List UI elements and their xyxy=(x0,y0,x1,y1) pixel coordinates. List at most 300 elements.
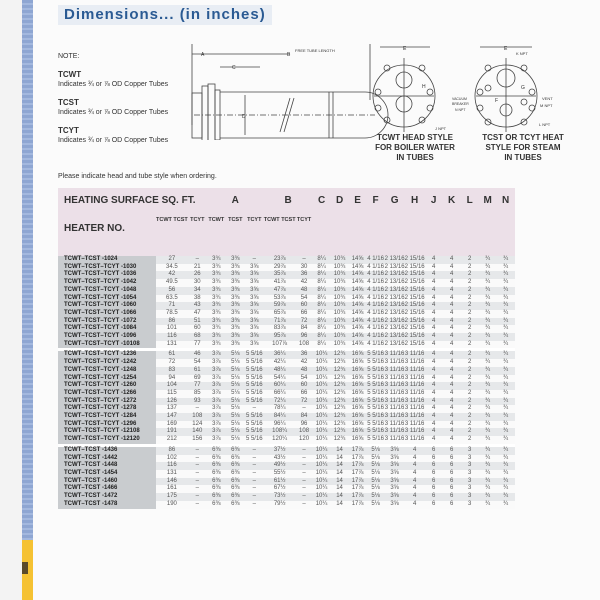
heater-number: TCWT–TCST–TCYT -1296 xyxy=(58,421,156,429)
table-cell: 3⅜ xyxy=(226,287,245,295)
table-cell: 10¾ xyxy=(331,279,349,287)
table-cell: 6⅜ xyxy=(226,485,245,493)
table-cell: 27 xyxy=(156,256,188,264)
table-cell: 116 xyxy=(156,333,188,341)
heater-number: TCWT–TCST–TCYT -1266 xyxy=(58,390,156,398)
table-cell: ¾ xyxy=(479,359,497,367)
table-cell: 71 xyxy=(156,302,188,310)
table-row xyxy=(58,455,515,463)
table-cell: 51 xyxy=(188,318,207,326)
table-cell: 4 xyxy=(443,333,461,341)
table-cell: 84 xyxy=(296,325,313,333)
table-cell: 14 xyxy=(331,470,349,478)
table-cell: 4 1/16 xyxy=(367,294,384,301)
table-cell: 53⅞ xyxy=(264,295,296,303)
table-cell: 6 xyxy=(443,462,461,470)
table-cell: 12¾ xyxy=(331,428,349,436)
table-cell: – xyxy=(245,478,264,486)
table-cell: 2 xyxy=(461,341,479,349)
table-cell: 3⅜ xyxy=(226,279,245,287)
table-cell: 146 xyxy=(156,478,188,486)
table-cell: 10¼ xyxy=(313,405,331,413)
table-cell: 14⅝ xyxy=(349,295,367,303)
table-cell: 4 xyxy=(425,421,443,429)
table-cell: 86 xyxy=(156,318,188,326)
table-cell: 2 xyxy=(461,413,479,421)
notes xyxy=(58,52,168,146)
table-cell: 3¾ xyxy=(207,318,226,326)
table-cell: ¾ xyxy=(479,351,497,359)
table-cell: 190 xyxy=(156,501,188,509)
table-cell: 12¾ xyxy=(331,413,349,421)
table-cell: 3⅝ xyxy=(385,462,405,470)
table-cell: 17⅞ xyxy=(349,501,367,509)
table-cell: 12¾ xyxy=(331,382,349,390)
table-cell: 17⅞ xyxy=(349,493,367,501)
tcst-head-drawing xyxy=(475,47,537,132)
table-cell: 3 11/16 xyxy=(404,428,425,435)
table-cell: 12¾ xyxy=(331,436,349,444)
table-cell: ¾ xyxy=(497,295,515,303)
table-cell: 65⅞ xyxy=(264,310,296,318)
table-cell: 4 xyxy=(443,367,461,375)
label-m-npt: M NPT xyxy=(540,103,553,108)
table-cell: ¾ xyxy=(497,478,515,486)
table-cell: 72 xyxy=(296,398,313,406)
table-cell: 17⅞ xyxy=(349,470,367,478)
table-cell: 3 11/16 xyxy=(404,405,425,412)
table-cell: 169 xyxy=(156,421,188,429)
heater-number: TCWT–TCST–TCYT -1254 xyxy=(58,375,156,383)
table-cell: 3⅞ xyxy=(207,351,226,359)
table-cell: 5 5/16 xyxy=(367,428,384,435)
table-cell: 36 xyxy=(296,351,313,359)
table-cell: 4 xyxy=(443,351,461,359)
table-cell: ¾ xyxy=(497,428,515,436)
table-cell: 161 xyxy=(156,485,188,493)
dim-label-a: A xyxy=(201,52,205,58)
table-cell: ¾ xyxy=(479,382,497,390)
table-cell: 4 xyxy=(443,318,461,326)
table-cell: 2 15/16 xyxy=(404,256,425,262)
table-cell: 137 xyxy=(156,405,188,413)
table-cell: 116 xyxy=(156,462,188,470)
table-cell: 4 xyxy=(443,398,461,406)
table-cell: 2 13/16 xyxy=(384,256,405,262)
caption-tcwt-line2: FOR BOILER WATER xyxy=(375,143,455,152)
table-cell: 3⅝ xyxy=(385,455,405,463)
table-cell: 48 xyxy=(296,367,313,375)
table-cell: ¾ xyxy=(479,455,497,463)
table-cell: ¾ xyxy=(497,462,515,470)
table-cell: 6⅜ xyxy=(207,455,226,463)
table-cell: 3 11/16 xyxy=(384,405,405,412)
table-cell: 14⅝ xyxy=(349,325,367,333)
table-cell: 4 xyxy=(443,325,461,333)
table-cell: 3 11/16 xyxy=(384,359,405,366)
table-row xyxy=(58,264,515,272)
table-cell: 6⅜ xyxy=(207,478,226,486)
table-cell: 10¾ xyxy=(331,256,349,264)
table-cell: – xyxy=(245,455,264,463)
table-cell: 3⅞ xyxy=(207,436,226,444)
table-cell: 4 1/16 xyxy=(367,302,384,309)
blue-side-band xyxy=(22,0,33,540)
note-label: NOTE: xyxy=(58,53,80,60)
table-cell: 4 1/16 xyxy=(367,286,384,293)
table-cell: 54 xyxy=(296,295,313,303)
table-cell: 10¾ xyxy=(331,333,349,341)
table-cell: 3 11/16 xyxy=(404,366,425,373)
table-cell: 2 xyxy=(461,375,479,383)
heater-number: TCWT–TCST–TCYT -1030 xyxy=(58,264,156,272)
table-cell: 5 5/16 xyxy=(367,389,384,396)
table-cell: 66 xyxy=(296,390,313,398)
table-cell: 6⅜ xyxy=(226,447,245,455)
table-cell: 54 xyxy=(296,375,313,383)
free-tube-length-label: FREE TUBE LENGTH xyxy=(295,48,335,53)
table-cell: 10¼ xyxy=(313,455,331,463)
table-cell: 36¼ xyxy=(264,351,296,359)
table-cell: ¾ xyxy=(497,341,515,349)
table-cell: 16⅝ xyxy=(349,382,367,390)
sub-header-a-tcyt: TCYT xyxy=(245,213,264,256)
table-cell: 3¾ xyxy=(207,302,226,310)
table-cell: 2 xyxy=(461,295,479,303)
table-cell: 3⅜ xyxy=(226,341,245,349)
table-cell: 21 xyxy=(188,264,207,272)
col-header-h: H xyxy=(405,188,425,213)
table-cell: 6 xyxy=(443,485,461,493)
heater-number: TCWT–TCST -1478 xyxy=(58,501,156,509)
table-cell: 3⅞ xyxy=(207,359,226,367)
table-cell: 77 xyxy=(188,341,207,349)
table-cell: 5⅛ xyxy=(226,359,245,367)
dim-label-e-left: E xyxy=(403,46,407,52)
table-row xyxy=(58,470,515,478)
table-cell: 6⅜ xyxy=(207,485,226,493)
table-cell: 67½ xyxy=(264,485,296,493)
table-cell: 4 xyxy=(405,455,425,463)
table-cell: ¾ xyxy=(497,375,515,383)
table-cell: 3⅝ xyxy=(245,287,264,295)
col-header-k: K xyxy=(443,188,461,213)
label-l-npt: L NPT xyxy=(539,122,551,127)
table-cell: 41⅞ xyxy=(264,279,296,287)
table-cell: 3⅜ xyxy=(226,256,245,264)
table-cell: 3¾ xyxy=(207,341,226,349)
table-cell: 47⅞ xyxy=(264,287,296,295)
table-cell: 5 5/16 xyxy=(245,374,263,381)
table-cell: 3⅝ xyxy=(245,271,264,279)
table-cell: 54 xyxy=(188,359,207,367)
table-cell: 3 xyxy=(461,478,479,486)
table-cell: 72 xyxy=(296,318,313,326)
table-cell: 3⅞ xyxy=(207,382,226,390)
label-breaker: BREAKER xyxy=(452,102,469,106)
table-cell: 3⅝ xyxy=(245,341,264,349)
table-cell: 2 xyxy=(461,382,479,390)
table-cell: 3⅝ xyxy=(245,333,264,341)
table-cell: 3 11/16 xyxy=(404,436,425,443)
table-cell: 10¼ xyxy=(313,478,331,486)
table-cell: 73½ xyxy=(264,493,296,501)
table-cell: 3 11/16 xyxy=(384,397,405,404)
table-cell: 54¼ xyxy=(264,375,296,383)
table-cell: 4 1/16 xyxy=(367,271,384,278)
table-cell: 10¼ xyxy=(313,470,331,478)
table-cell: 16⅝ xyxy=(349,398,367,406)
table-cell: 120¼ xyxy=(264,436,296,444)
table-cell: 2 xyxy=(461,271,479,279)
table-cell: 16⅝ xyxy=(349,413,367,421)
table-cell: 66¼ xyxy=(264,390,296,398)
table-cell: 4 xyxy=(443,310,461,318)
table-row xyxy=(58,271,515,279)
table-cell: 5 5/16 xyxy=(245,413,263,420)
table-cell: 5⅛ xyxy=(367,485,385,493)
col-header-m: M xyxy=(479,188,497,213)
table-cell: 3⅝ xyxy=(245,295,264,303)
heater-number: TCWT–TCST -1472 xyxy=(58,493,156,501)
table-cell: 17⅞ xyxy=(349,485,367,493)
table-cell: 10¼ xyxy=(313,485,331,493)
table-cell: – xyxy=(245,405,264,413)
table-cell: 10¼ xyxy=(313,398,331,406)
table-row xyxy=(58,421,515,429)
table-cell: 3⅞ xyxy=(207,421,226,429)
table-cell: 42 xyxy=(156,271,188,279)
table-cell: 69 xyxy=(188,375,207,383)
table-cell: 8¼ xyxy=(313,279,331,287)
table-cell: 5⅛ xyxy=(226,421,245,429)
table-cell: 2 15/16 xyxy=(404,309,425,316)
table-cell: 3 11/16 xyxy=(384,389,405,396)
table-cell: – xyxy=(188,493,207,501)
table-cell: 8¼ xyxy=(313,325,331,333)
table-cell: ¾ xyxy=(479,279,497,287)
table-cell: ¾ xyxy=(479,367,497,375)
col-header-d: D xyxy=(331,188,349,213)
table-cell: 84 xyxy=(296,413,313,421)
heater-number: TCWT–TCST–TCYT -1236 xyxy=(58,351,156,359)
table-cell: 6⅜ xyxy=(226,470,245,478)
heater-number: TCWT–TCST–TCYT -1054 xyxy=(58,295,156,303)
table-cell: 34 xyxy=(188,287,207,295)
table-cell: 5 5/16 xyxy=(367,397,384,404)
table-cell: 3 11/16 xyxy=(384,436,405,443)
table-cell: 3 xyxy=(461,485,479,493)
table-cell: ¾ xyxy=(497,318,515,326)
table-cell: 12¾ xyxy=(331,405,349,413)
table-cell: – xyxy=(296,462,313,470)
table-cell: 120 xyxy=(296,436,313,444)
table-cell: 4 xyxy=(443,359,461,367)
table-cell: ¾ xyxy=(479,341,497,349)
col-header-g: G xyxy=(385,188,405,213)
caption-tcwt-line3: IN TUBES xyxy=(396,153,434,162)
table-cell: ¾ xyxy=(479,478,497,486)
table-cell: 6⅜ xyxy=(226,501,245,509)
sub-header-a-tcst: TCST xyxy=(226,213,245,256)
table-cell: 14⅝ xyxy=(349,310,367,318)
table-cell: 5⅛ xyxy=(367,478,385,486)
table-cell: 102 xyxy=(156,455,188,463)
table-cell: 10¼ xyxy=(313,501,331,509)
table-cell: 5⅛ xyxy=(367,455,385,463)
table-cell: 2 xyxy=(461,367,479,375)
table-cell: ¾ xyxy=(497,271,515,279)
page-margin xyxy=(0,0,22,600)
table-cell: 8¼ xyxy=(313,310,331,318)
table-cell: 2 xyxy=(461,302,479,310)
table-cell: ¾ xyxy=(497,367,515,375)
heater-no-header: HEATER NO. xyxy=(58,213,156,256)
table-cell: ¾ xyxy=(479,318,497,326)
table-cell: ¾ xyxy=(497,390,515,398)
table-cell: ¾ xyxy=(497,447,515,455)
table-cell: 115 xyxy=(156,390,188,398)
table-cell: 77 xyxy=(188,382,207,390)
table-cell: 5⅛ xyxy=(226,375,245,383)
table-cell: 3 xyxy=(461,470,479,478)
table-cell: 3⅞ xyxy=(207,375,226,383)
table-cell: 4 xyxy=(425,271,443,279)
table-cell: 16⅝ xyxy=(349,428,367,436)
table-cell: 63.5 xyxy=(156,295,188,303)
dim-label-b: B xyxy=(287,52,291,58)
table-cell: 2 xyxy=(461,333,479,341)
table-row xyxy=(58,428,515,436)
caption-tcwt-line1: TCWT HEAD STYLE xyxy=(377,133,453,142)
sub-header-surface-tcwt-tcst: TCWT TCST xyxy=(156,213,188,256)
table-row xyxy=(58,295,515,303)
col-header-c: C xyxy=(313,188,331,213)
caption-tcst-line1: TCST OR TCYT HEAT xyxy=(482,133,564,142)
table-cell: 5 5/16 xyxy=(245,366,263,373)
heater-number: TCWT–TCST–TCYT -1072 xyxy=(58,318,156,326)
table-cell: 3⅜ xyxy=(226,325,245,333)
table-cell: 12¾ xyxy=(331,351,349,359)
table-row xyxy=(58,390,515,398)
table-cell: 14⅝ xyxy=(349,264,367,272)
table-cell: ¾ xyxy=(497,421,515,429)
table-cell: 4 xyxy=(425,351,443,359)
table-cell: – xyxy=(245,256,264,264)
heater-number: TCWT–TCST–TCYT -1060 xyxy=(58,302,156,310)
table-cell: 2 13/16 xyxy=(384,271,405,278)
table-cell: 131 xyxy=(156,341,188,349)
table-cell: 4 xyxy=(405,447,425,455)
table-cell: 108¼ xyxy=(264,428,296,436)
col-header-e: E xyxy=(349,188,367,213)
table-cell: 10¼ xyxy=(313,390,331,398)
table-cell: – xyxy=(296,501,313,509)
table-cell: 6 xyxy=(443,478,461,486)
table-cell: 3 xyxy=(461,501,479,509)
table-cell: 14⅝ xyxy=(349,302,367,310)
table-cell: 4 xyxy=(425,390,443,398)
table-cell: 3 xyxy=(461,462,479,470)
table-cell: 3 11/16 xyxy=(384,351,405,358)
table-cell: ¾ xyxy=(497,279,515,287)
table-row xyxy=(58,485,515,493)
table-cell: 12¾ xyxy=(331,359,349,367)
table-cell: 2 xyxy=(461,405,479,413)
note-tcwt-name: TCWT xyxy=(58,70,82,79)
table-cell: 56 xyxy=(156,287,188,295)
table-cell: ¾ xyxy=(479,428,497,436)
table-cell: 16⅝ xyxy=(349,375,367,383)
table-cell: 5⅛ xyxy=(226,398,245,406)
table-cell: 10¾ xyxy=(331,318,349,326)
table-cell: ¾ xyxy=(497,325,515,333)
table-cell: ¾ xyxy=(479,493,497,501)
table-cell: ¾ xyxy=(479,390,497,398)
col-header-a: A xyxy=(207,188,264,213)
table-cell: 3⅝ xyxy=(385,493,405,501)
table-cell: 10¼ xyxy=(313,367,331,375)
table-cell: ¾ xyxy=(479,264,497,272)
table-cell: 10¼ xyxy=(313,351,331,359)
table-cell: 3⅝ xyxy=(385,447,405,455)
dim-label-e-right: E xyxy=(504,46,508,52)
table-cell: 131 xyxy=(156,470,188,478)
table-cell: 4 xyxy=(443,302,461,310)
table-cell: 2 13/16 xyxy=(384,286,405,293)
note-tcyt-text: Indicates ¾ or ⅞ OD Copper Tubes xyxy=(58,137,169,144)
heater-number: TCWT–TCST–TCYT -1096 xyxy=(58,333,156,341)
dim-label-d: D xyxy=(242,114,246,120)
heater-number: TCWT–TCST–TCYT -1066 xyxy=(58,310,156,318)
table-cell: 2 15/16 xyxy=(404,271,425,278)
table-cell: 6 xyxy=(425,462,443,470)
table-cell: 10¼ xyxy=(313,428,331,436)
table-cell: 49½ xyxy=(264,462,296,470)
table-cell: 3 11/16 xyxy=(404,389,425,396)
dim-label-h: H xyxy=(422,84,426,90)
table-cell: 4 1/16 xyxy=(367,309,384,316)
table-cell: 60 xyxy=(296,302,313,310)
table-cell: 3⅜ xyxy=(226,333,245,341)
table-cell: – xyxy=(245,485,264,493)
table-cell: 4 1/16 xyxy=(367,340,384,347)
table-cell: ¾ xyxy=(497,359,515,367)
table-cell: 43 xyxy=(188,302,207,310)
table-cell: – xyxy=(188,470,207,478)
table-cell: 59⅞ xyxy=(264,302,296,310)
note-tcwt-text: Indicates ¾ or ⅞ OD Copper Tubes xyxy=(58,81,169,88)
table-cell: ¾ xyxy=(479,413,497,421)
table-cell: – xyxy=(188,455,207,463)
table-cell: 37½ xyxy=(264,447,296,455)
table-cell: 5 5/16 xyxy=(245,389,263,396)
table-cell: 10¾ xyxy=(331,295,349,303)
table-cell: 3 11/16 xyxy=(404,413,425,420)
table-cell: 83⅞ xyxy=(264,325,296,333)
table-cell: 12¾ xyxy=(331,398,349,406)
table-cell: 60 xyxy=(296,382,313,390)
table-cell: – xyxy=(245,470,264,478)
group-10-inch xyxy=(58,256,515,348)
order-note: Please indicate head and tube style when ordering. xyxy=(58,173,217,180)
table-cell: 3⅜ xyxy=(226,295,245,303)
table-cell: 3⅞ xyxy=(207,413,226,421)
table-cell: 3 11/16 xyxy=(404,382,425,389)
table-cell: 8¼ xyxy=(313,318,331,326)
table-cell: 2 13/16 xyxy=(384,302,405,309)
heater-number: TCWT–TCST–TCYT -1272 xyxy=(58,398,156,406)
